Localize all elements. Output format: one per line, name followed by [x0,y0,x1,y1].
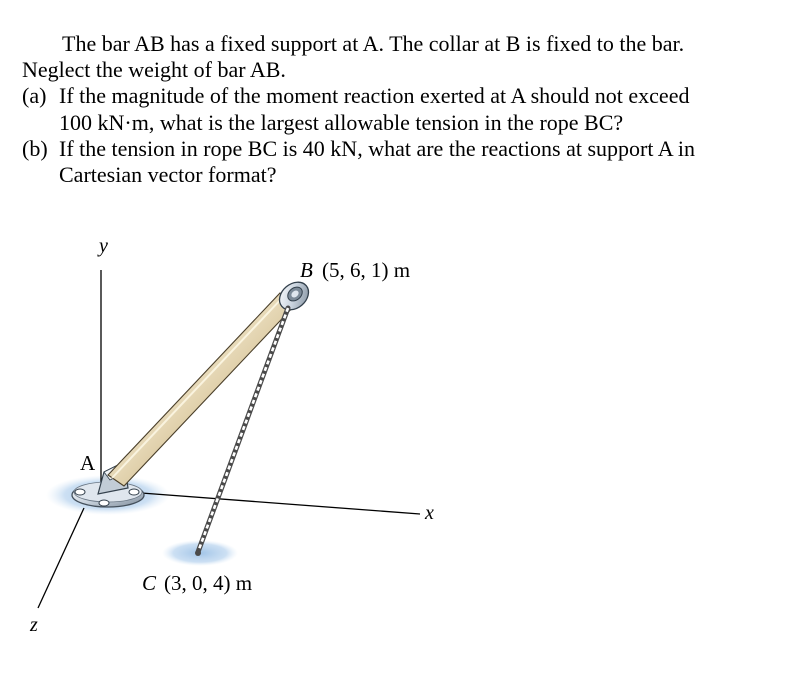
z-axis-line [38,508,84,608]
part-a-line-2: 100 kN·m, what is the largest allowable tension in the rope BC? [59,110,624,135]
part-b-label: (b) [22,136,48,161]
part-a-line-1: If the magnitude of the moment reaction exerted at A should not exceed [59,83,690,108]
point-b-coords: (5, 6, 1) m [322,258,411,282]
z-axis-label: z [30,614,38,636]
bar-ab [108,293,296,486]
part-b-line-1: If the tension in rope BC is 40 kN, what are the reactions at support A in [59,136,696,161]
x-axis-line [128,492,420,514]
point-c-label: C [142,571,157,595]
part-a-label: (a) [22,83,47,108]
point-a-label: A [80,451,96,475]
intro-line-1: The bar AB has a fixed support at A. The collar at B is fixed to the bar. [62,31,685,56]
intro-line-2: Neglect the weight of bar AB. [22,57,286,82]
point-c-coords: (3, 0, 4) m [164,571,253,595]
point-b-label: B [300,258,313,282]
y-axis-label: y [99,235,108,257]
part-b-line-2: Cartesian vector format? [59,162,277,187]
x-axis-label: x [425,502,434,524]
